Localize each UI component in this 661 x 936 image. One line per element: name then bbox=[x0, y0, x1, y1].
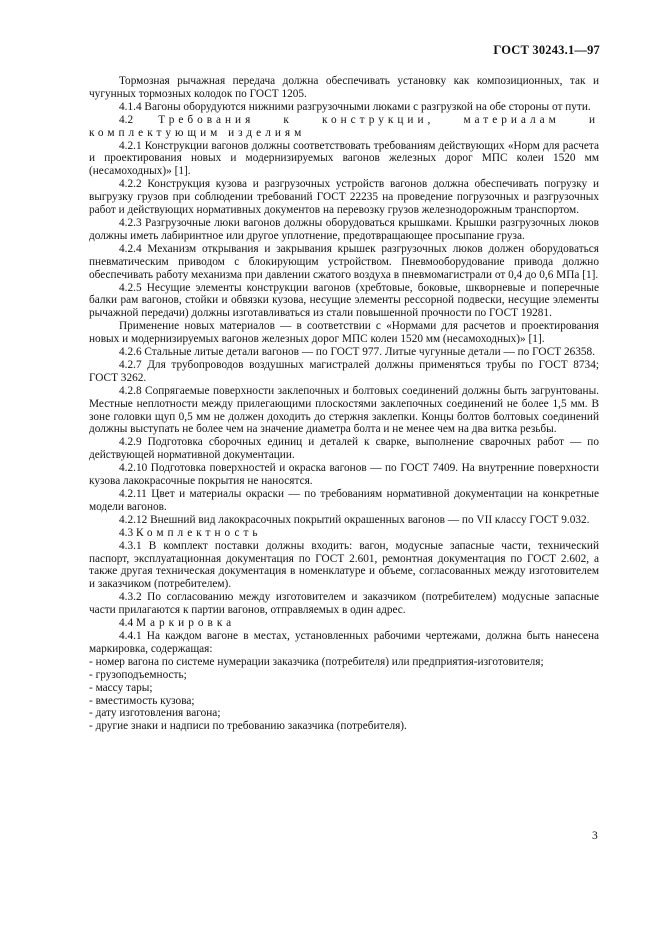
document-header: ГОСТ 30243.1—97 bbox=[493, 43, 600, 57]
section-title: Комплектность bbox=[135, 526, 262, 539]
paragraph: 4.2.5 Несущие элементы конструкции вагонов (хребтовые, боковые, шкворневые и поперечные балки рам вагонов, стойки и обвязки кузова, несущие элементы рессорной подвески, несущие элементы рычажной передачи) должны изготавливаться из стали повышенной прочности по ГОСТ 19281. bbox=[89, 281, 599, 320]
paragraph: 4.2.9 Подготовка сборочных единиц и деталей к сварке, выполнение сварочных работ — по действующей нормативной документации. bbox=[89, 436, 599, 462]
section-heading bbox=[89, 617, 599, 630]
paragraph: 4.3.2 По согласованию между изготовителем и заказчиком (потребителем) модусные запасные части прилагаются к партии вагонов, отправляемых в один адрес. bbox=[89, 591, 599, 617]
paragraph: 4.2.8 Сопрягаемые поверхности заклепочных и болтовых соединений должны быть загрунтованы. Местные неплотности между прилегающими плоскостями заклепочных соединений не более 1,5 мм. В зоне головки щуп 0,5 мм не должен доходить до стержня заклепки. Концы болтов болтовых соединений должны выступать не более чем на значение диаметра болта и не менее чем на два витка резьбы. bbox=[89, 384, 599, 436]
paragraph: 4.2.12 Внешний вид лакокрасочных покрытий окрашенных вагонов — по VII классу ГОСТ 9.032. bbox=[119, 513, 590, 526]
page-number: 3 bbox=[592, 830, 598, 842]
paragraph: Применение новых материалов — в соответствии с «Нормами для расчетов и проектирования новых и модернизируемых вагонов железных дорог МПС колеи 1520 мм (несамоходных)» [1]. bbox=[89, 320, 599, 346]
list-item: - вместимость кузова; bbox=[89, 694, 195, 707]
section-number: 4.4 bbox=[119, 617, 134, 630]
paragraph: 4.2.7 Для трубопроводов воздушных магистралей должны применяться трубы по ГОСТ 8734; ГОСТ 3262. bbox=[89, 358, 599, 384]
section-heading bbox=[89, 527, 599, 540]
paragraph: 4.2.2 Конструкция кузова и разгрузочных устройств вагонов должна обеспечивать погрузку и выгрузку грузов при соблюдении требований ГОСТ 22235 на проведение погрузочных и разгрузочных работ и действующих нормативных документов на перевозку грузов железнодорожным транспортом. bbox=[89, 178, 599, 217]
document-body bbox=[89, 75, 599, 733]
paragraph: Тормозная рычажная передача должна обеспечивать установку как композиционных, так и чугунных тормозных колодок по ГОСТ 1205. bbox=[89, 75, 599, 100]
list-item: - номер вагона по системе нумерации заказчика (потребителя) или предприятия-изготовителя; bbox=[89, 655, 544, 668]
paragraph: 4.2.1 Конструкции вагонов должны соответствовать требованиям действующих «Норм для расчета и проектирования новых и модернизируемых вагонов железных дорог МПС колеи 1520 мм (несамоходных)» [1]. bbox=[89, 139, 599, 178]
list-item: - грузоподъемность; bbox=[89, 668, 187, 681]
paragraph: 4.2.10 Подготовка поверхностей и окраска вагонов — по ГОСТ 7409. На внутренние поверхности кузова лакокрасочные покрытия не наносятся. bbox=[89, 462, 599, 488]
section-number: 4.2 bbox=[119, 113, 134, 126]
list-item: - другие знаки и надписи по требованию заказчика (потребителя). bbox=[89, 720, 407, 733]
section-title: Требования к конструкции, материалам и комплектующим изделиям bbox=[89, 113, 599, 139]
paragraph: 4.2.4 Механизм открывания и закрывания крышек разгрузочных люков должен оборудоваться пневматическим приводом с блокирующим устройством. Пневмооборудование привода должно обеспечивать работу механизма при давлении сжатого воздуха в пневмомагистрали от 0,4 до 0,6 МПа [1]. bbox=[89, 242, 599, 281]
paragraph: 4.2.6 Стальные литые детали вагонов — по ГОСТ 977. Литые чугунные детали — по ГОСТ 26358. bbox=[119, 346, 596, 359]
section-number: 4.3 bbox=[119, 526, 134, 539]
paragraph: 4.3.1 В комплект поставки должны входить: вагон, модусные запасные части, технический паспорт, эксплуатационная документация по ГОСТ 2.601, ремонтная документация по ГОСТ 2.602, а также другая техническая документация в номенклатуре и объеме, согласованных между изготовителем и заказчиком (потребителем). bbox=[89, 539, 599, 591]
list-item: - массу тары; bbox=[89, 681, 153, 694]
section-heading bbox=[89, 114, 599, 140]
paragraph: 4.4.1 На каждом вагоне в местах, установленных рабочими чертежами, должна быть нанесена маркировка, содержащая: bbox=[89, 629, 599, 655]
list-item: - дату изготовления вагона; bbox=[89, 707, 221, 720]
paragraph: 4.2.11 Цвет и материалы окраски — по требованиям нормативной документации на конкретные модели вагонов. bbox=[89, 488, 599, 513]
paragraph: 4.1.4 Вагоны оборудуются нижними разгрузочными люками с разгрузкой на обе стороны от пути. bbox=[119, 100, 591, 113]
section-title: Маркировка bbox=[135, 617, 236, 630]
paragraph: 4.2.3 Разгрузочные люки вагонов должны оборудоваться крышками. Крышки разгрузочных люков должны иметь лабиринтное или другое уплотнение, предотвращающее просыпание груза. bbox=[89, 216, 599, 242]
